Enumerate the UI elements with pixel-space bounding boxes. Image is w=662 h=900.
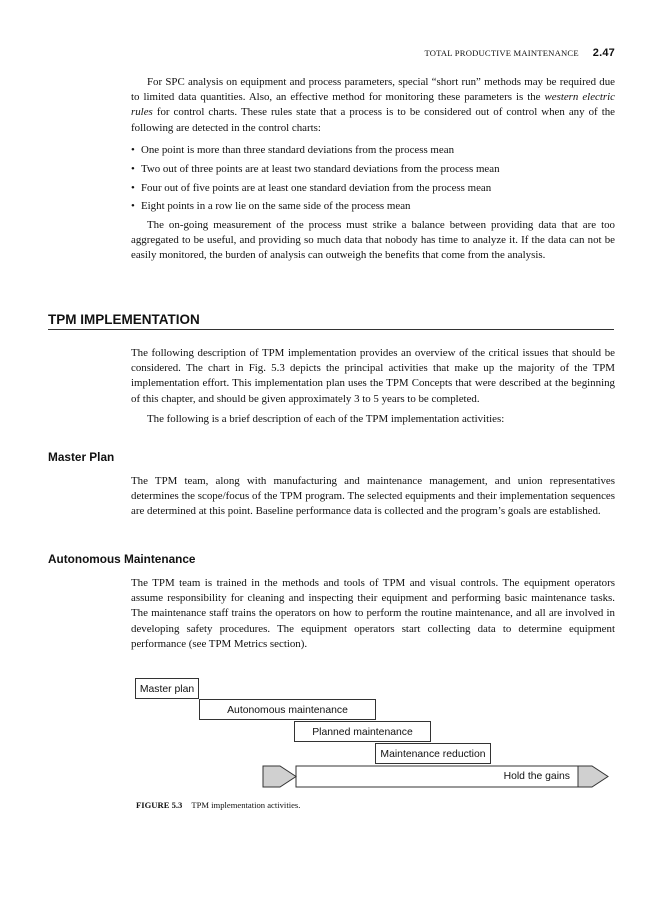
subheading-master-plan: Master Plan — [48, 450, 115, 464]
running-title: TOTAL PRODUCTIVE MAINTENANCE — [424, 48, 579, 58]
arrow-left-shape — [263, 766, 296, 787]
tpm-paragraph-1: The following description of TPM implementation provides an overview of the critical issues that should be considered. The chart in Fig. 5.3 depicts the principal activities that make up the majority of the TPM implementation effort. This implementation plan uses the TPM Concepts that were described at the beginning of this chapter, and should be given approximately 3 to 5 years to be completed. — [131, 347, 615, 405]
intro-paragraph-2: The on-going measurement of the process must strike a balance between providing data that are too aggregated to be useful, and providing so much data that nobody has time to analyze it. If the data can not be easily monitored, the burden of analysis can outweigh the benefits that come from the analysis. — [131, 219, 615, 262]
master-plan-paragraph: The TPM team, along with manufacturing and maintenance management, and union representatives determines the scope/focus of the TPM program. The selected equipments and their implementation sequences are determined at this point. Baseline performance data is collected and the program’s goals are established. — [131, 475, 615, 518]
subheading-autonomous-maintenance: Autonomous Maintenance — [48, 552, 196, 566]
tpm-paragraph-2: The following is a brief description of each of the TPM implementation activities: — [147, 413, 505, 425]
section-heading-tpm-implementation: TPM IMPLEMENTATION — [48, 312, 200, 327]
intro-p1-italic: western electric rules — [131, 91, 615, 119]
label-hold-the-gains: Hold the gains — [503, 771, 570, 782]
list-item-text: Eight points in a row lie on the same side of the process mean — [141, 200, 411, 213]
list-item: • One point is more than three standard deviations from the process mean — [131, 144, 455, 156]
intro-p1-text: For SPC analysis on equipment and process parameters, special “short run” methods may be required due to limited data quantities. Also, an effective method for monitoring these parameters is the — [131, 76, 615, 104]
list-item: • Eight points in a row lie on the same side of the process mean — [131, 200, 411, 213]
list-item: • Two out of three points are at least two standard deviations from the process mean — [131, 162, 500, 175]
box-autonomous-maintenance: Autonomous maintenance — [199, 699, 376, 720]
box-maintenance-reduction: Maintenance reduction — [375, 743, 491, 764]
figure-caption-label: FIGURE 5.3 — [136, 800, 183, 810]
box-master-plan: Master plan — [135, 678, 199, 699]
figure-caption-text: TPM implementation activities. — [191, 800, 301, 810]
list-item-text: Four out of five points are at least one standard deviation from the process mean — [141, 181, 492, 194]
list-item-text: One point is more than three standard deviations from the process mean — [141, 144, 455, 156]
page-number: 2.47 — [592, 47, 615, 59]
intro-p1-text-end: for control charts. These rules state that a process is to be considered out of control when any of the following are detected in the control charts: — [131, 106, 615, 134]
list-item-text: Two out of three points are at least two standard deviations from the process mean — [141, 162, 500, 175]
autonomous-maintenance-paragraph: The TPM team is trained in the methods and tools of TPM and visual controls. The equipment operators assume responsibility for cleaning and inspecting their equipment and performing basic maintenance tasks. The maintenance staff trains the operators on how to perform the routine maintenance, and all are involved in developing safety procedures. The equipment operators start collecting data to determine equipment performance (see TPM Metrics section). — [131, 577, 615, 650]
figure-caption — [136, 800, 300, 810]
list-item: • Four out of five points are at least one standard deviation from the process mean — [131, 181, 492, 194]
arrow-right-shape — [578, 766, 608, 787]
box-planned-maintenance: Planned maintenance — [294, 721, 431, 742]
